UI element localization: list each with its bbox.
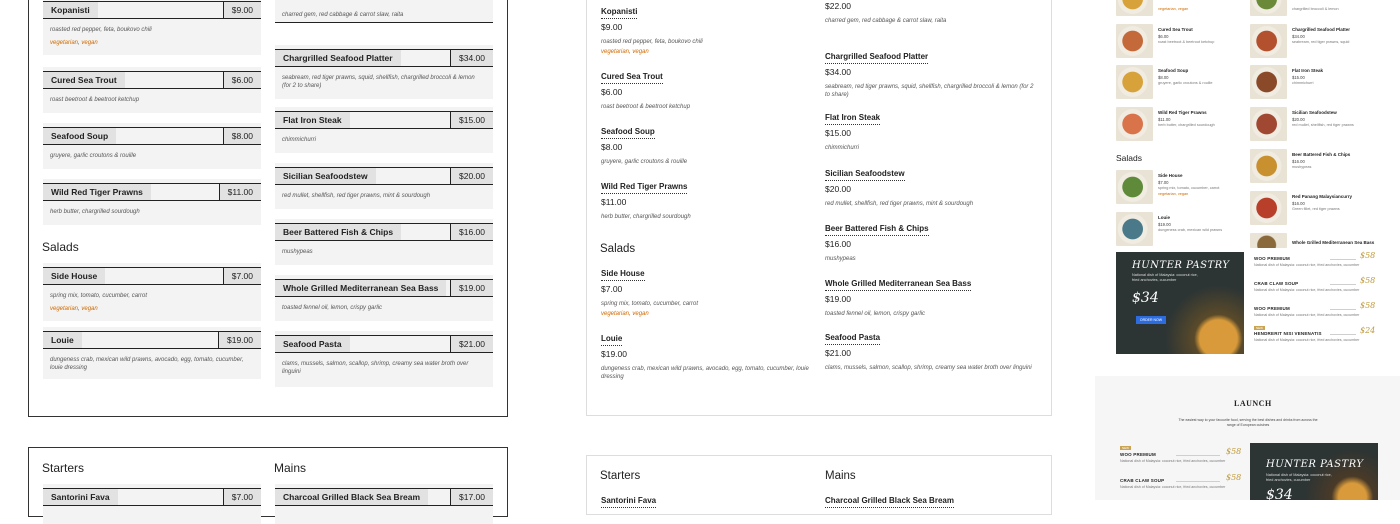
menu-item-description: mushypeas (282, 249, 313, 255)
dotted-leader (1330, 284, 1356, 285)
dish-photo[interactable] (1116, 24, 1153, 58)
menu-item-name[interactable]: Chargrilled Seafood Platter (1292, 27, 1351, 32)
price-list-item-name[interactable]: HENDRERIT NISI VENENATIS (1254, 331, 1322, 336)
menu-item-header (43, 267, 261, 285)
dietary-tags (601, 311, 649, 317)
price-list-item-description: National dish of Malaysia: coconut rice, fried anchovies, cucumber (1254, 288, 1360, 292)
menu-item-header (43, 488, 261, 506)
menu-item-price: $16.00 (825, 239, 851, 249)
menu-item-description: dungeness crab, mexican wild prawns (1158, 228, 1223, 232)
dotted-leader (1330, 259, 1356, 260)
dietary-tag[interactable]: vegan (81, 40, 98, 46)
menu-item[interactable] (275, 219, 493, 265)
menu-item-name: Seafood Soup (601, 127, 655, 139)
menu-item-price: $19.00 (450, 280, 493, 296)
menu-item-description: roasted red pepper, feta, boukovo chili (50, 27, 152, 33)
menu-item-description: seabream, red tiger prawns, squid, shellfish, chargrilled broccoli & lemon (for 2 to share) (825, 84, 1034, 99)
menu-item-description: red mullet, shellfish, red tiger prawns, mint & sourdough (282, 193, 431, 199)
menu-item-description: clams, mussels, salmon, scallop, shrimp, creamy sea water broth over linguini (282, 361, 469, 376)
menu-item-name: Whole Grilled Mediterranean Sea Bass (825, 279, 971, 291)
price-list-item-price: $58 (1360, 276, 1376, 285)
menu-item-price: $7.00 (223, 489, 261, 505)
menu-item-description: charred gem, red cabbage & carrot slaw, raita (825, 18, 947, 24)
menu-item[interactable] (275, 331, 493, 387)
menu-item-description: spring mix, tomato, cucumber, carrot (1158, 186, 1220, 190)
menu-item-description: red mullet, shellfish, red tiger prawns (1292, 123, 1354, 127)
menu-item-price: $20.00 (450, 168, 493, 184)
menu-item-header (43, 183, 261, 201)
menu-item-description: seabream, red tiger prawns, squid, shellfish, chargrilled broccoli & lemon (for 2 to share) (282, 75, 475, 90)
price-list-item-description: National dish of Malaysia: coconut rice, fried anchovies, cucumber (1120, 485, 1226, 489)
promo-description: National dish of Malaysia: coconut rice, fried anchovies, cucumber (1132, 273, 1198, 283)
promo-banner[interactable] (1116, 252, 1244, 354)
section-title-starters: Starters (600, 470, 641, 482)
order-now-button[interactable]: ORDER NOW (1136, 316, 1166, 324)
menu-card-bottom (586, 455, 1052, 515)
menu-item-header (43, 1, 261, 19)
menu-item-description: herb butter, chargrilled sourdough (1158, 123, 1215, 127)
promo-title: HUNTER PASTRY (1266, 459, 1364, 470)
dish-photo[interactable] (1116, 170, 1153, 204)
menu-item-description: roast beetroot & beetroot ketchup (50, 97, 140, 103)
menu-item-name[interactable]: Red Panang Malaysiancurry (1292, 194, 1353, 199)
dotted-leader (1176, 455, 1220, 456)
menu-item-name[interactable]: Charcoal Grilled Black Sea Bream (825, 496, 954, 508)
menu-item[interactable] (43, 123, 261, 169)
dietary-tag[interactable]: vegan (632, 49, 649, 55)
menu-item-name: Louie (43, 332, 82, 348)
menu-item-description: toasted fennel oil, lemon, crispy garlic (825, 311, 926, 317)
menu-item-header (275, 488, 493, 506)
menu-item-description: seabream, red tiger prawns, squid (1292, 40, 1350, 44)
dietary-tags (50, 306, 98, 312)
launch-subtitle: The easiest way to your favourite food, serving the best dishes and drinks from across the range of European cuisines (1178, 418, 1318, 428)
menu-item-name: Kopanisti (601, 7, 637, 19)
menu-item-description: chargrilled broccoli & lemon (1292, 7, 1339, 11)
menu-item[interactable] (275, 0, 493, 23)
menu-item[interactable] (275, 45, 493, 99)
menu-item-description: spring mix, tomato, cucumber, carrot (601, 301, 699, 307)
dotted-leader (1330, 309, 1356, 310)
menu-item-name[interactable]: Cured Sea Trout (1158, 27, 1193, 32)
dietary-tags (601, 49, 649, 55)
menu-item-name: Flat Iron Steak (825, 113, 880, 125)
tag-separator: , (78, 306, 82, 312)
menu-item[interactable] (601, 7, 816, 57)
menu-item[interactable] (825, 169, 1040, 219)
price-list-item-name[interactable]: CRAB CLAW SOUP (1254, 281, 1299, 286)
menu-item-price: $16.00 (450, 224, 493, 240)
new-badge: NEW (1256, 326, 1263, 330)
price-list-item-description: National dish of Malaysia: coconut rice, fried anchovies, cucumber (1254, 313, 1360, 317)
menu-item-price: $19.00 (825, 294, 851, 304)
dish-photo[interactable] (1250, 149, 1287, 183)
menu-item-header (43, 71, 261, 89)
menu-item-name: Louie (601, 334, 622, 346)
menu-item-description: roasted red pepper, feta, boukovo chili (601, 39, 703, 45)
menu-item-name[interactable]: Sicilian Seafoodstew (1292, 110, 1337, 115)
dietary-tag[interactable]: vegan (81, 306, 98, 312)
menu-item[interactable] (43, 67, 261, 113)
menu-item-header (275, 111, 493, 129)
price-list-item-name[interactable]: WOO PREMIUM (1254, 256, 1290, 261)
new-badge: NEW (1122, 446, 1129, 450)
price-list-item-price: $58 (1226, 473, 1242, 482)
menu-item[interactable] (43, 179, 261, 225)
menu-item-name: Kopanisti (43, 2, 98, 18)
menu-item[interactable] (601, 127, 816, 177)
menu-item-price: $20.00 (825, 184, 851, 194)
menu-item-name: Side House (601, 269, 645, 281)
section-title-mains: Mains (274, 461, 307, 475)
dotted-leader (1330, 334, 1356, 335)
dish-photo[interactable] (1250, 107, 1287, 141)
menu-item[interactable] (43, 0, 261, 55)
menu-item-name[interactable]: Santorini Fava (601, 496, 656, 508)
menu-card-top (586, 0, 1052, 416)
menu-item-header (275, 49, 493, 67)
menu-item-price: $19.00 (1158, 222, 1171, 227)
menu-item[interactable] (275, 107, 493, 153)
menu-item-name: Santorini Fava (43, 489, 118, 505)
price-list-item-name[interactable]: CRAB CLAW SOUP (1120, 478, 1165, 483)
menu-item[interactable] (43, 263, 261, 321)
menu-item-price: $7.00 (1158, 180, 1169, 185)
tag-separator: , (629, 49, 633, 55)
menu-item[interactable] (825, 333, 1040, 383)
menu-item-price: $7.00 (601, 284, 623, 294)
section-title-salads: Salads (42, 240, 79, 254)
dish-photo[interactable] (1116, 107, 1153, 141)
menu-item-price: $34.00 (825, 67, 851, 77)
menu-item[interactable] (275, 484, 493, 524)
menu-item-price: $19.00 (601, 349, 627, 359)
menu-item[interactable] (43, 327, 261, 379)
menu-item-description: herb butter, chargrilled sourdough (601, 214, 691, 220)
price-list-item-description: National dish of Malaysia: coconut rice, fried anchovies, cucumber (1254, 338, 1360, 342)
menu-item-header (275, 223, 493, 241)
menu-item-price: $11.00 (601, 197, 627, 207)
menu-item-header (275, 167, 493, 185)
dish-photo[interactable] (1116, 65, 1153, 99)
menu-item-name: Wild Red Tiger Prawns (601, 182, 687, 194)
menu-item-description: dungeness crab, mexican wild prawns, avocado, egg, tomato, cucumber, louie dressing (50, 357, 244, 372)
menu-item-description: chimmichurri (825, 145, 860, 151)
price-list-item-price: $24 (1360, 326, 1376, 335)
promo-description: National dish of Malaysia: coconut rice, fried anchovies, cucumber (1266, 473, 1332, 483)
menu-item[interactable] (601, 269, 816, 319)
menu-item-name: Flat Iron Steak (275, 112, 350, 128)
menu-item-description: roast beetroot & beetroot ketchup (601, 104, 691, 110)
menu-item-price: $34.00 (1292, 34, 1305, 39)
price-list-item-description: National dish of Malaysia: coconut rice, fried anchovies, cucumber (1254, 263, 1360, 267)
menu-item-price: $15.00 (450, 112, 493, 128)
menu-item-price: $9.00 (601, 22, 623, 32)
menu-item[interactable] (43, 484, 261, 524)
menu-item[interactable] (275, 163, 493, 209)
menu-item-name: Seafood Pasta (275, 336, 350, 352)
price-list-item-price: $58 (1226, 447, 1242, 456)
menu-item[interactable] (275, 275, 493, 321)
menu-item[interactable] (825, 279, 1040, 329)
dish-photo[interactable] (1116, 0, 1153, 16)
menu-item-name: Beer Battered Fish & Chips (275, 224, 401, 240)
dish-photo[interactable] (1116, 212, 1153, 246)
price-list-item-description: National dish of Malaysia: coconut rice, fried anchovies, cucumber (1120, 459, 1226, 463)
menu-item-price: $16.00 (1292, 159, 1305, 164)
promo-banner[interactable] (1250, 443, 1378, 503)
menu-item-name: Sicilian Seafoodstew (825, 169, 905, 181)
menu-item-price: $6.00 (601, 87, 623, 97)
menu-item-name: Seafood Pasta (825, 333, 880, 345)
dietary-tag[interactable]: vegetarian (601, 49, 630, 55)
menu-item-description: chimmichurri (282, 137, 317, 143)
menu-item[interactable] (601, 182, 816, 232)
section-title-salads: Salads (600, 243, 636, 255)
menu-item-name: Sicilian Seafoodstew (275, 168, 376, 184)
tag-separator: , (629, 311, 633, 317)
menu-item[interactable] (825, 0, 1040, 36)
dietary-tag[interactable]: vegetarian (601, 311, 630, 317)
dish-photo[interactable] (1250, 24, 1287, 58)
menu-item-price: $8.00 (601, 142, 623, 152)
price-list-item-name[interactable]: WOO PREMIUM (1254, 306, 1290, 311)
menu-item[interactable] (601, 334, 816, 384)
dish-photo[interactable] (1250, 191, 1287, 225)
dish-photo[interactable] (1250, 65, 1287, 99)
menu-item-name: Beer Battered Fish & Chips (825, 224, 929, 236)
dotted-leader (1176, 481, 1220, 482)
menu-item[interactable] (601, 72, 816, 122)
menu-item-name: Whole Grilled Mediterranean Sea Bass (275, 280, 446, 296)
menu-item-name: Charcoal Grilled Black Sea Bream (275, 489, 428, 505)
dietary-tags[interactable]: vegetarian, vegan (1158, 192, 1189, 196)
menu-item-description: gruyere, garlic croutons & rouille (50, 153, 137, 159)
menu-item-description: gruyere, garlic croutons & rouille (1158, 81, 1213, 85)
menu-card-top (28, 0, 508, 417)
menu-item-price: $15.00 (825, 128, 851, 138)
menu-item-price: $6.00 (223, 72, 261, 88)
menu-item-description: spring mix, tomato, cucumber, carrot (50, 293, 148, 299)
dish-photo[interactable] (1250, 0, 1287, 16)
menu-item-name: Side House (43, 268, 105, 284)
promo-price: $34 (1132, 290, 1159, 306)
menu-item-description: mushypeas (1292, 165, 1312, 169)
menu-item-header (275, 279, 493, 297)
menu-item-price: $21.00 (450, 336, 493, 352)
menu-item-price: $8.00 (1158, 75, 1169, 80)
menu-item-description: herb butter, chargrilled sourdough (50, 209, 140, 215)
dietary-tags (50, 40, 98, 46)
menu-item-name[interactable]: Beer Battered Fish & Chips (1292, 152, 1351, 157)
dietary-tags[interactable]: vegetarian, vegan (1158, 7, 1189, 11)
menu-item-description: charred gem, red cabbage & carrot slaw, raita (282, 12, 404, 18)
menu-item-price: $19.00 (218, 332, 261, 348)
menu-item-price: $20.00 (1292, 117, 1305, 122)
promo-title: HUNTER PASTRY (1132, 260, 1230, 271)
menu-item-description: clams, mussels, salmon, scallop, shrimp, creamy sea water broth over linguini (825, 365, 1032, 371)
menu-item-description: chimmichurri (1292, 81, 1314, 85)
menu-item-name: Cured Sea Trout (601, 72, 663, 84)
menu-item-description: mushypeas (825, 256, 856, 262)
dietary-tag[interactable]: vegetarian (50, 40, 79, 46)
tag-separator: , (78, 40, 82, 46)
menu-item-name[interactable]: Side House (1158, 173, 1183, 178)
dietary-tag[interactable]: vegan (632, 311, 649, 317)
menu-item-name[interactable]: Seafood Soup (1158, 68, 1189, 73)
menu-item-description: gruyere, garlic croutons & rouille (601, 159, 688, 165)
promo-price: $34 (1266, 487, 1293, 503)
menu-item[interactable] (825, 113, 1040, 163)
menu-item-price: $21.00 (825, 348, 851, 358)
menu-item-name[interactable]: Flat Iron Steak (1292, 68, 1324, 73)
menu-item-price: $9.00 (223, 2, 261, 18)
menu-item-header (43, 127, 261, 145)
menu-item-description: dungeness crab, mexican wild prawns, avocado, egg, tomato, cucumber, louie dressing (601, 366, 809, 381)
price-list-item-name[interactable]: WOO PREMIUM (1120, 452, 1156, 457)
menu-item-description: red mullet, shellfish, red tiger prawns, mint & sourdough (825, 201, 974, 207)
menu-item-name: Chargrilled Seafood Platter (275, 50, 401, 66)
menu-item-header (43, 331, 261, 349)
menu-card-bottom (28, 447, 508, 517)
menu-item-description: roast beetroot & beetroot ketchup (1158, 40, 1215, 44)
menu-item-price: $7.00 (223, 268, 261, 284)
menu-item-price: $11.00 (1158, 117, 1171, 122)
menu-item-name[interactable]: Whole Grilled Mediterranean Sea Bass (1292, 240, 1375, 245)
menu-item-price: $34.00 (450, 50, 493, 66)
section-title-mains: Mains (825, 470, 856, 482)
menu-item-header (275, 335, 493, 353)
price-list-item-price: $58 (1360, 301, 1376, 310)
price-list-item-price: $58 (1360, 251, 1376, 260)
menu-item-price: $11.00 (219, 184, 261, 200)
dietary-tag[interactable]: vegetarian (50, 306, 79, 312)
menu-item-price: $22.00 (825, 1, 851, 11)
menu-item-description: toasted fennel oil, lemon, crispy garlic (282, 305, 383, 311)
menu-item-price: $16.00 (1292, 201, 1305, 206)
menu-item-price: $8.00 (223, 128, 261, 144)
dish-photo[interactable] (1250, 233, 1287, 248)
menu-item-name: Chargrilled Seafood Platter (825, 52, 928, 64)
menu-item-name[interactable]: Louie (1158, 215, 1170, 220)
menu-item[interactable] (825, 52, 1040, 102)
launch-title: LAUNCH (1234, 399, 1272, 408)
menu-item-price: $15.00 (1292, 75, 1305, 80)
divider (275, 22, 493, 23)
menu-item-price: $17.00 (450, 489, 493, 505)
section-title-starters: Starters (42, 461, 85, 475)
menu-item-name[interactable]: Wild Red Tiger Prawns (1158, 110, 1207, 115)
menu-item-name: Wild Red Tiger Prawns (43, 184, 151, 200)
menu-item-name: Cured Sea Trout (43, 72, 125, 88)
menu-item[interactable] (825, 224, 1040, 274)
menu-item-description: Green fillet, red tiger prawns (1292, 207, 1340, 211)
menu-item-price: $6.00 (1158, 34, 1169, 39)
menu-item-name: Seafood Soup (43, 128, 116, 144)
section-title-salads: Salads (1116, 153, 1142, 163)
